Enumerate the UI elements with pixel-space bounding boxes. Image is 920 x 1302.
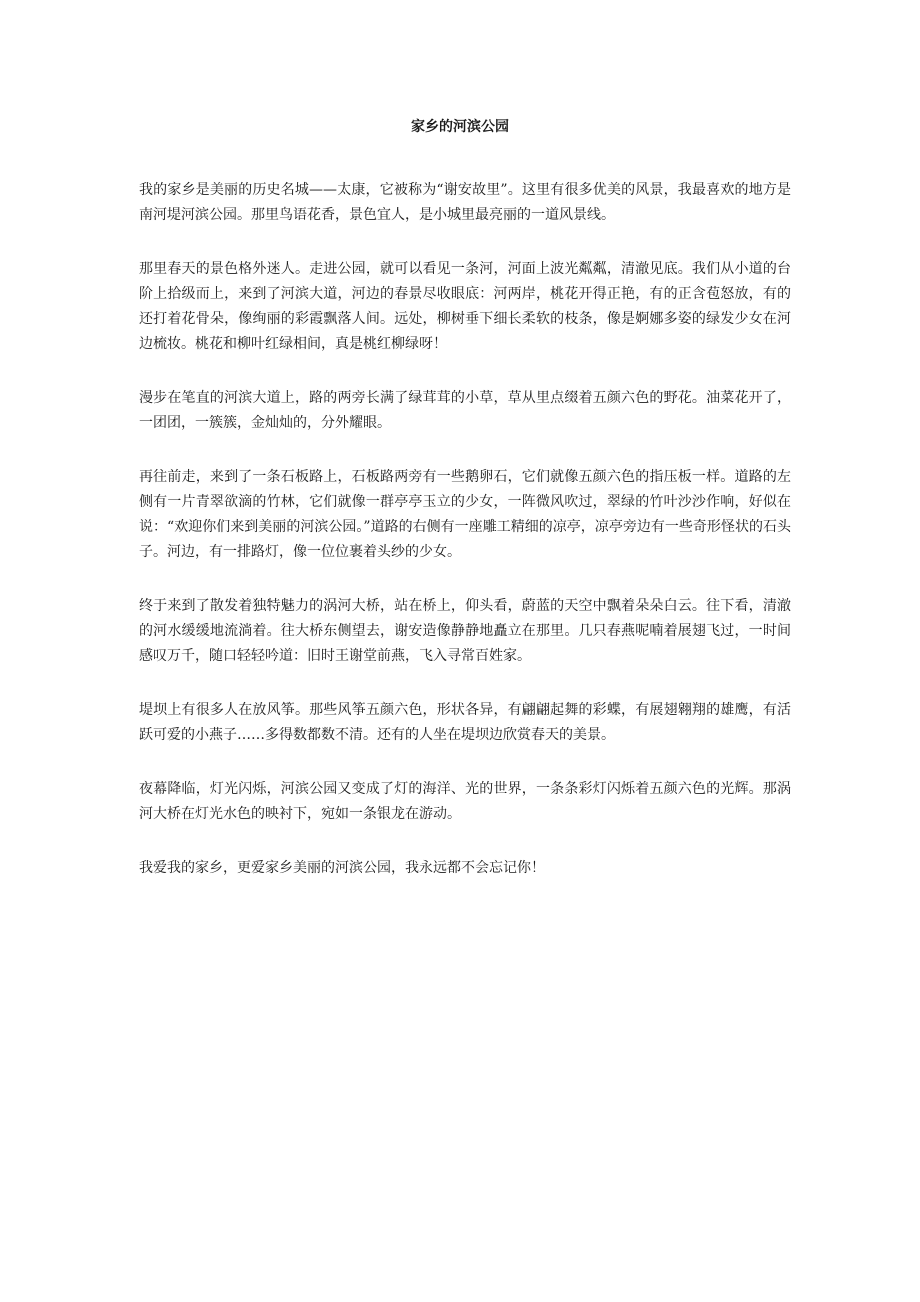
- paragraph-3: 漫步在笔直的河滨大道上，路的两旁长满了绿茸茸的小草，草从里点缀着五颜六色的野花。油菜花开了，一团团，一簇簇，金灿灿的，分外耀眼。: [139, 390, 791, 431]
- paragraph-2: 那里春天的景色格外迷人。走进公园，就可以看见一条河，河面上波光粼粼，清澈见底。我们从小道的台阶上拾级而上，来到了河滨大道，河边的春景尽收眼底：河两岸，桃花开得正艳，有的正含苞怒放，有的还打着花骨朵，像绚丽的彩霞飘落人间。远处，柳树垂下细长柔软的枝条，像是婀娜多姿的绿发少女在河边梳妆。桃花和柳叶红绿相间，真是桃红柳绿呀！: [139, 261, 791, 352]
- paragraph-7: 夜幕降临，灯光闪烁，河滨公园又变成了灯的海洋、光的世界，一条条彩灯闪烁着五颜六色的光辉。那涡河大桥在灯光水色的映衬下，宛如一条银龙在游动。: [139, 781, 791, 822]
- paragraph-4: 再往前走，来到了一条石板路上，石板路两旁有一些鹅卵石，它们就像五颜六色的指压板一样。道路的左侧有一片青翠欲滴的竹林，它们就像一群亭亭玉立的少女，一阵微风吹过，翠绿的竹叶沙沙作响，好似在说：“欢迎你们来到美丽的河滨公园。”道路的右侧有一座雕工精细的凉亭，凉亭旁边有一些奇形怪状的石头子。河边，有一排路灯，像一位位裹着头纱的少女。: [139, 469, 791, 560]
- document-body: [139, 178, 791, 910]
- paragraph-1: 我的家乡是美丽的历史名城——太康，它被称为“谢安故里”。这里有很多优美的风景，我最喜欢的地方是南河堤河滨公园。那里鸟语花香，景色宜人，是小城里最亮丽的一道风景线。: [139, 182, 791, 223]
- paragraph-8: 我爱我的家乡，更爱家乡美丽的河滨公园，我永远都不会忘记你！: [139, 860, 545, 876]
- paragraph-6: 堤坝上有很多人在放风筝。那些风筝五颜六色，形状各异，有翩翩起舞的彩蝶，有展翅翱翔的雄鹰，有活跃可爱的小燕子……多得数都数不清。还有的人坐在堤坝边欣赏春天的美景。: [139, 702, 791, 743]
- document-title: 家乡的河滨公园: [411, 119, 509, 135]
- paragraph-5: 终于来到了散发着独特魅力的涡河大桥，站在桥上，仰头看，蔚蓝的天空中飘着朵朵白云。往下看，清澈的河水缓缓地流淌着。往大桥东侧望去，谢安造像静静地矗立在那里。几只春燕呢喃着展翅飞过，一时间感叹万千，随口轻轻吟道：旧时王谢堂前燕，飞入寻常百姓家。: [139, 598, 791, 664]
